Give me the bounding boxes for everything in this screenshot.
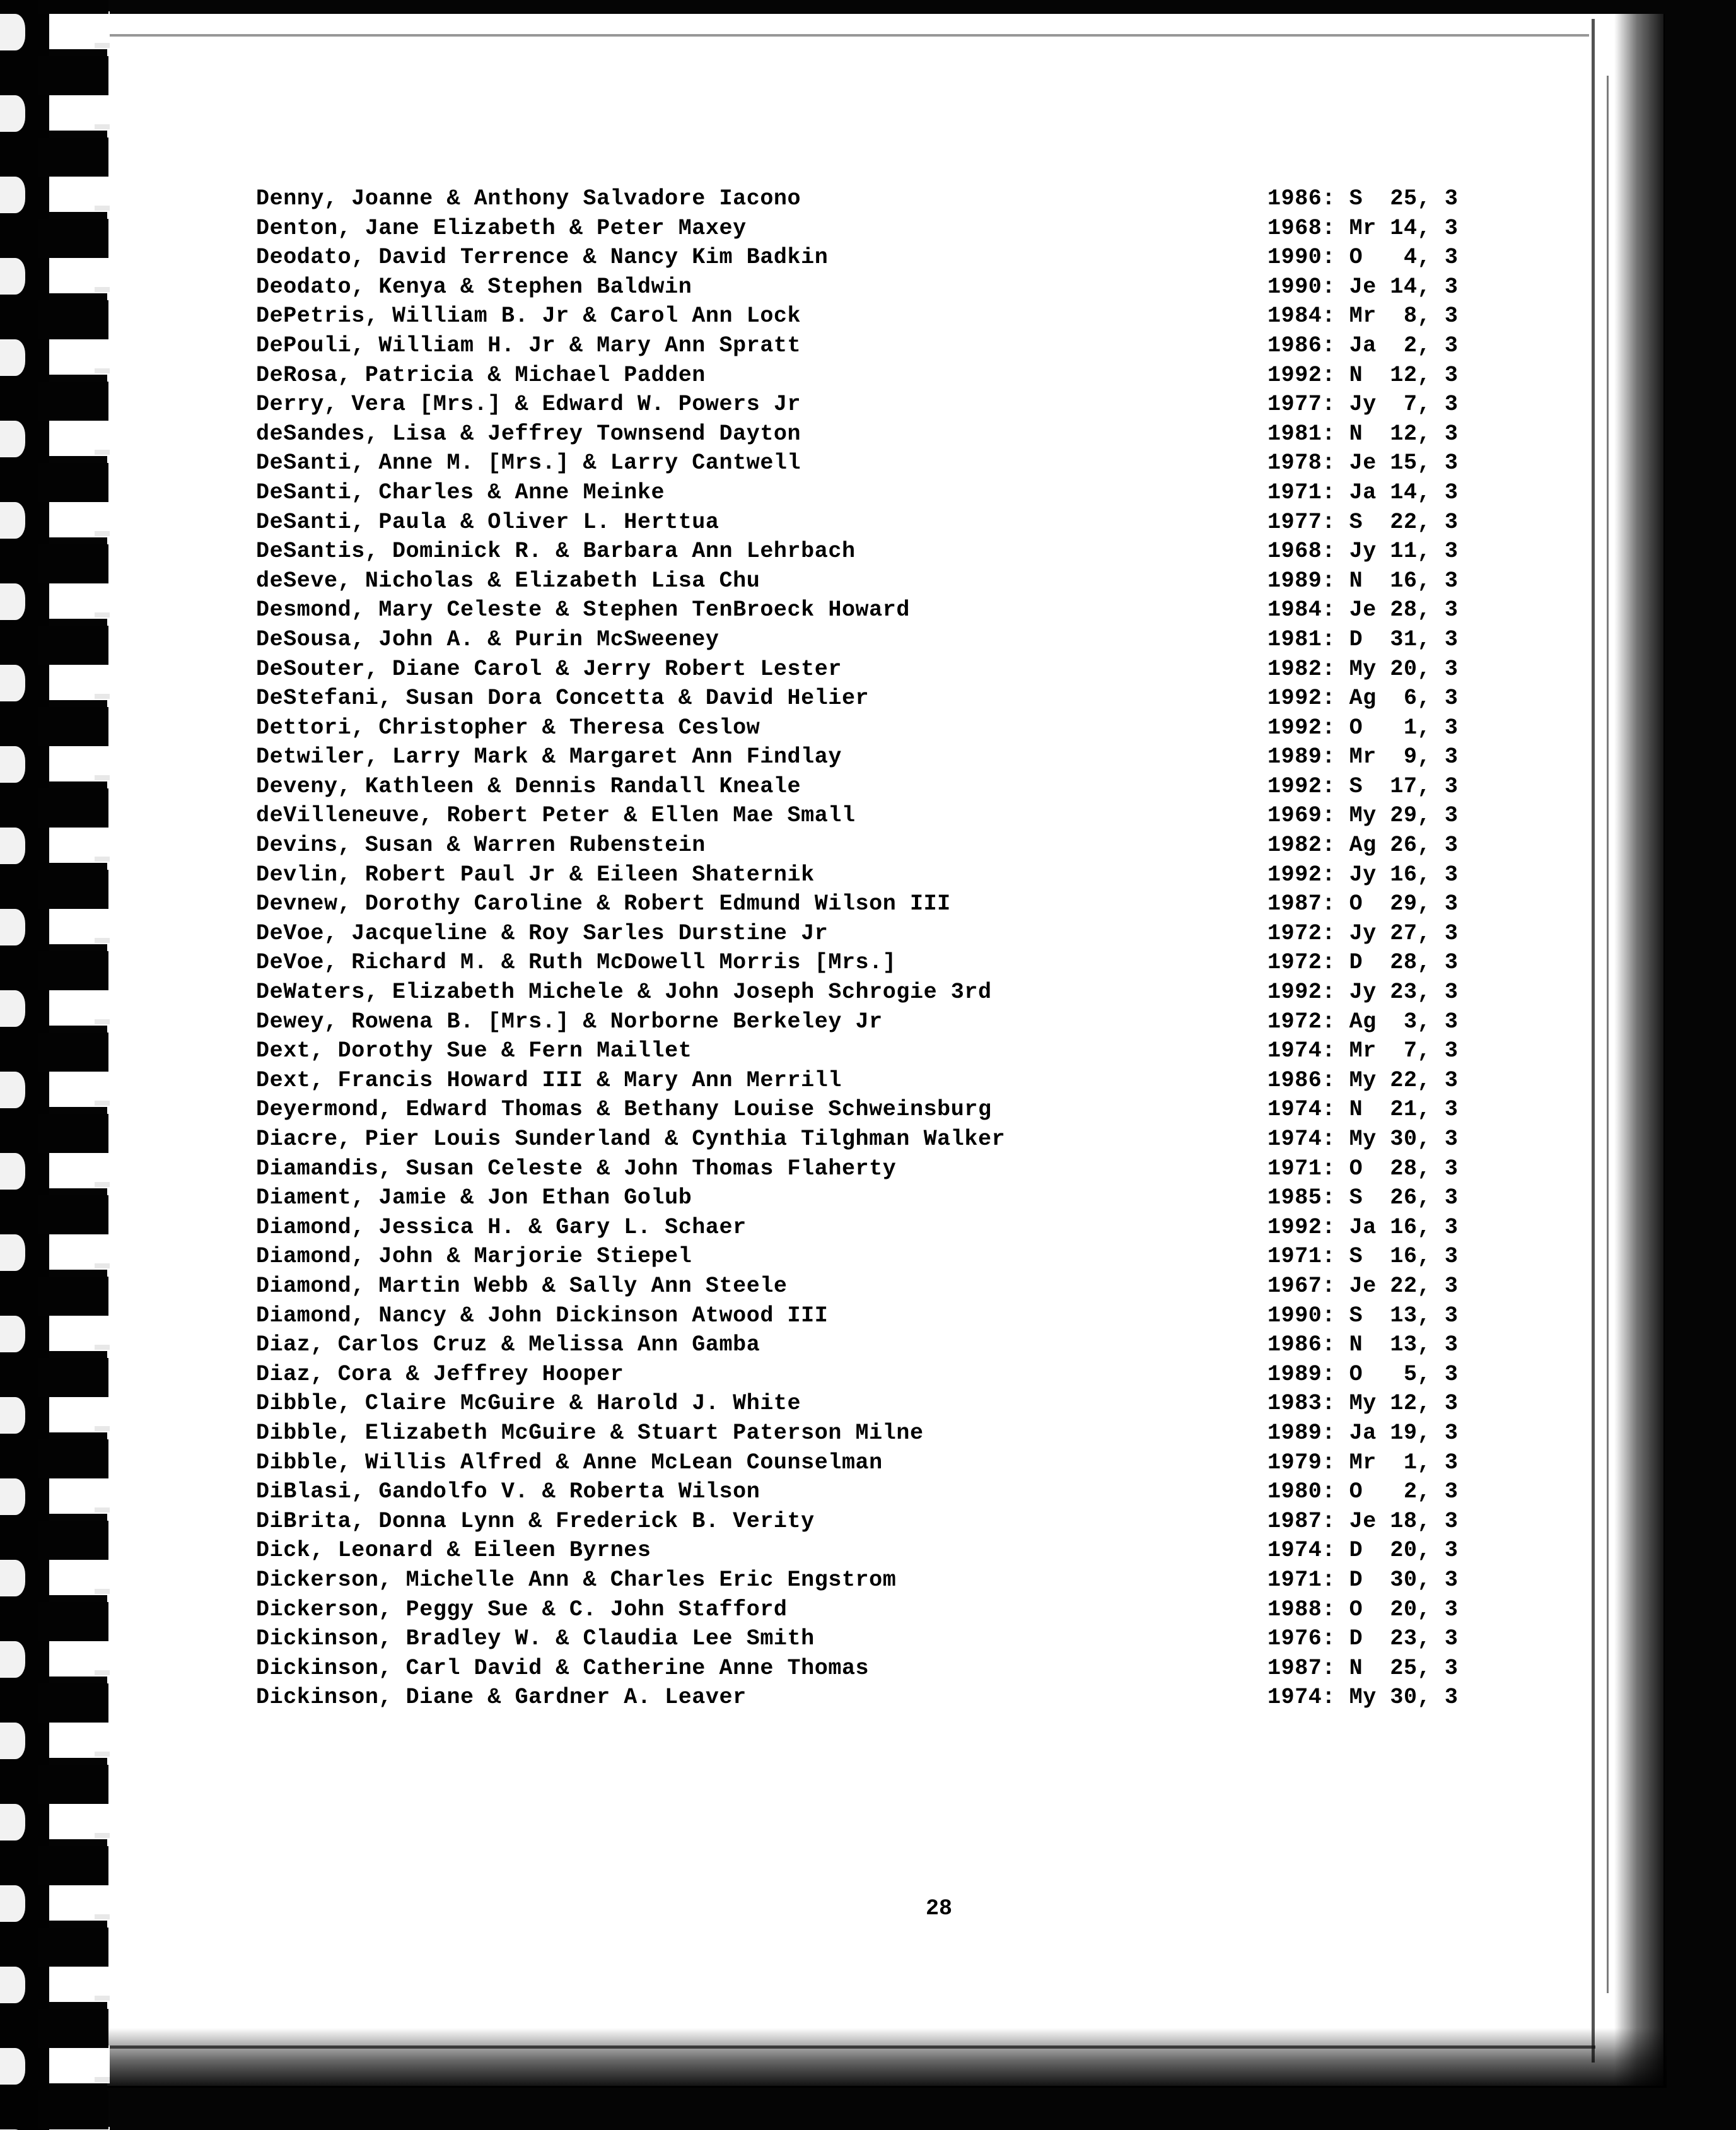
entry-date: 1985: S 26, 3 <box>1267 1185 1459 1211</box>
directory-entry-row <box>256 214 1459 243</box>
directory-entry-row <box>256 831 1459 860</box>
entry-name: Dewey, Rowena B. [Mrs.] & Norborne Berkeley Jr <box>256 1009 883 1034</box>
directory-entry-row <box>256 978 1459 1007</box>
directory-entry-row <box>256 1213 1459 1243</box>
entry-name: Deodato, Kenya & Stephen Baldwin <box>256 274 692 300</box>
directory-entry-row <box>256 1683 1459 1712</box>
entry-date: 1974: My 30, 3 <box>1267 1126 1459 1152</box>
directory-entry-row <box>256 684 1459 713</box>
entry-name: DeSantis, Dominick R. & Barbara Ann Lehrbach <box>256 539 856 565</box>
entry-date: 1987: Je 18, 3 <box>1267 1508 1459 1534</box>
entry-date: 1992: Jy 16, 3 <box>1267 862 1459 887</box>
directory-entry-row <box>256 1477 1459 1507</box>
entry-date: 1974: My 30, 3 <box>1267 1685 1459 1711</box>
entry-name: deSandes, Lisa & Jeffrey Townsend Dayton <box>256 421 801 447</box>
entry-name: Devlin, Robert Paul Jr & Eileen Shaternik <box>256 862 815 887</box>
directory-entry-row <box>256 772 1459 802</box>
directory-entry-row <box>256 1389 1459 1419</box>
entry-name: DePouli, William H. Jr & Mary Ann Spratt <box>256 332 801 358</box>
entry-date: 1984: Mr 8, 3 <box>1267 303 1459 329</box>
entry-name: Diamandis, Susan Celeste & John Thomas Flaherty <box>256 1156 897 1181</box>
entry-date: 1968: Jy 11, 3 <box>1267 539 1459 565</box>
entry-date: 1984: Je 28, 3 <box>1267 597 1459 623</box>
directory-entry-row <box>256 1301 1459 1331</box>
entry-date: 1988: O 20, 3 <box>1267 1596 1459 1622</box>
directory-entry-row <box>256 537 1459 566</box>
entry-date: 1978: Je 15, 3 <box>1267 450 1459 476</box>
directory-entry-row <box>256 1183 1459 1213</box>
directory-entry-row <box>256 448 1459 478</box>
entry-name: Dickerson, Peggy Sue & C. John Stafford <box>256 1596 788 1622</box>
entry-name: Derry, Vera [Mrs.] & Edward W. Powers Jr <box>256 392 801 418</box>
entry-name: Deyermond, Edward Thomas & Bethany Louise Schweinsburg <box>256 1097 992 1123</box>
directory-entry-row <box>256 1536 1459 1565</box>
directory-entry-row <box>256 742 1459 772</box>
entry-name: Deveny, Kathleen & Dennis Randall Kneale <box>256 773 801 799</box>
directory-entry-row <box>256 1624 1459 1654</box>
entry-name: Detwiler, Larry Mark & Margaret Ann Findlay <box>256 744 842 770</box>
entry-name: DeVoe, Richard M. & Ruth McDowell Morris [Mrs.] <box>256 950 897 976</box>
entry-name: Denton, Jane Elizabeth & Peter Maxey <box>256 215 747 241</box>
directory-entry-row <box>256 1095 1459 1125</box>
directory-entry-row <box>256 331 1459 361</box>
directory-entry-row <box>256 889 1459 919</box>
directory-entry-row <box>256 655 1459 684</box>
entry-date: 1992: S 17, 3 <box>1267 773 1459 799</box>
directory-entry-row <box>256 1036 1459 1066</box>
entry-date: 1982: My 20, 3 <box>1267 656 1459 682</box>
entry-date: 1990: S 13, 3 <box>1267 1302 1459 1328</box>
entry-name: Diacre, Pier Louis Sunderland & Cynthia Tilghman Walker <box>256 1126 1006 1152</box>
entry-date: 1974: Mr 7, 3 <box>1267 1038 1459 1064</box>
entry-name: Diamond, Nancy & John Dickinson Atwood III <box>256 1302 829 1328</box>
directory-entry-row <box>256 566 1459 596</box>
entry-name: Dibble, Claire McGuire & Harold J. White <box>256 1391 801 1417</box>
directory-entry-row <box>256 919 1459 949</box>
entry-date: 1974: N 21, 3 <box>1267 1097 1459 1123</box>
entry-name: Dext, Francis Howard III & Mary Ann Merrill <box>256 1067 842 1093</box>
entry-name: Dibble, Elizabeth McGuire & Stuart Paterson Milne <box>256 1420 924 1446</box>
directory-entry-row <box>256 1360 1459 1390</box>
entry-name: DeSanti, Charles & Anne Meinke <box>256 479 665 505</box>
directory-entry-row <box>256 508 1459 537</box>
entry-date: 1967: Je 22, 3 <box>1267 1273 1459 1299</box>
entry-date: 1971: Ja 14, 3 <box>1267 479 1459 505</box>
directory-entry-list <box>256 184 1459 1712</box>
directory-entry-row <box>256 713 1459 743</box>
entry-name: Dettori, Christopher & Theresa Ceslow <box>256 715 760 740</box>
directory-entry-row <box>256 1066 1459 1096</box>
entry-date: 1982: Ag 26, 3 <box>1267 833 1459 858</box>
entry-name: Denny, Joanne & Anthony Salvadore Iacono <box>256 186 801 211</box>
directory-entry-row <box>256 860 1459 890</box>
entry-date: 1968: Mr 14, 3 <box>1267 215 1459 241</box>
directory-entry-row <box>256 1330 1459 1360</box>
entry-name: Dickinson, Carl David & Catherine Anne Thomas <box>256 1655 870 1681</box>
entry-name: DeSousa, John A. & Purin McSweeney <box>256 626 719 652</box>
entry-name: Dickinson, Diane & Gardner A. Leaver <box>256 1685 747 1711</box>
directory-entry-row <box>256 1125 1459 1154</box>
entry-date: 1983: My 12, 3 <box>1267 1391 1459 1417</box>
entry-date: 1979: Mr 1, 3 <box>1267 1449 1459 1475</box>
entry-name: Dext, Dorothy Sue & Fern Maillet <box>256 1038 692 1064</box>
entry-name: Diaz, Carlos Cruz & Melissa Ann Gamba <box>256 1332 760 1358</box>
entry-name: DeVoe, Jacqueline & Roy Sarles Durstine Jr <box>256 920 829 946</box>
entry-date: 1987: N 25, 3 <box>1267 1655 1459 1681</box>
entry-name: DeSouter, Diane Carol & Jerry Robert Lester <box>256 656 842 682</box>
directory-entry-row <box>256 1448 1459 1478</box>
entry-date: 1990: O 4, 3 <box>1267 245 1459 271</box>
entry-date: 1974: D 20, 3 <box>1267 1538 1459 1564</box>
entry-date: 1972: Jy 27, 3 <box>1267 920 1459 946</box>
directory-entry-row <box>256 1565 1459 1595</box>
entry-date: 1972: D 28, 3 <box>1267 950 1459 976</box>
entry-name: Devins, Susan & Warren Rubenstein <box>256 833 706 858</box>
directory-entry-row <box>256 948 1459 978</box>
entry-date: 1992: Ja 16, 3 <box>1267 1214 1459 1240</box>
entry-date: 1992: N 12, 3 <box>1267 362 1459 388</box>
entry-date: 1981: D 31, 3 <box>1267 626 1459 652</box>
directory-entry-row <box>256 1595 1459 1625</box>
directory-entry-row <box>256 272 1459 302</box>
entry-date: 1980: O 2, 3 <box>1267 1479 1459 1505</box>
entry-name: Deodato, David Terrence & Nancy Kim Badkin <box>256 245 829 271</box>
entry-date: 1989: Ja 19, 3 <box>1267 1420 1459 1446</box>
entry-name: Diamond, Jessica H. & Gary L. Schaer <box>256 1214 747 1240</box>
directory-entry-row <box>256 184 1459 214</box>
entry-date: 1972: Ag 3, 3 <box>1267 1009 1459 1034</box>
entry-date: 1986: My 22, 3 <box>1267 1067 1459 1093</box>
entry-date: 1987: O 29, 3 <box>1267 891 1459 917</box>
entry-name: DeStefani, Susan Dora Concetta & David Helier <box>256 686 870 711</box>
entry-name: deVilleneuve, Robert Peter & Ellen Mae Small <box>256 803 856 829</box>
directory-entry-row <box>256 1272 1459 1301</box>
entry-date: 1990: Je 14, 3 <box>1267 274 1459 300</box>
entry-date: 1971: D 30, 3 <box>1267 1567 1459 1593</box>
entry-date: 1989: N 16, 3 <box>1267 568 1459 594</box>
directory-entry-row <box>256 243 1459 272</box>
entry-name: DeWaters, Elizabeth Michele & John Joseph Schrogie 3rd <box>256 980 992 1005</box>
entry-name: Diament, Jamie & Jon Ethan Golub <box>256 1185 692 1211</box>
directory-entry-row <box>256 301 1459 331</box>
entry-date: 1992: Jy 23, 3 <box>1267 980 1459 1005</box>
directory-entry-row <box>256 1654 1459 1683</box>
entry-date: 1986: S 25, 3 <box>1267 186 1459 211</box>
entry-name: Dick, Leonard & Eileen Byrnes <box>256 1538 651 1564</box>
entry-name: Dickinson, Bradley W. & Claudia Lee Smith <box>256 1626 815 1652</box>
entry-name: DeRosa, Patricia & Michael Padden <box>256 362 706 388</box>
directory-entry-row <box>256 625 1459 655</box>
entry-date: 1977: Jy 7, 3 <box>1267 392 1459 418</box>
entry-name: DeSanti, Anne M. [Mrs.] & Larry Cantwell <box>256 450 801 476</box>
entry-name: Desmond, Mary Celeste & Stephen TenBroeck Howard <box>256 597 910 623</box>
entry-date: 1989: Mr 9, 3 <box>1267 744 1459 770</box>
entry-name: deSeve, Nicholas & Elizabeth Lisa Chu <box>256 568 760 594</box>
entry-date: 1969: My 29, 3 <box>1267 803 1459 829</box>
entry-date: 1986: Ja 2, 3 <box>1267 332 1459 358</box>
directory-entry-row <box>256 1242 1459 1272</box>
entry-date: 1986: N 13, 3 <box>1267 1332 1459 1358</box>
directory-entry-row <box>256 478 1459 508</box>
entry-name: Diamond, Martin Webb & Sally Ann Steele <box>256 1273 788 1299</box>
entry-date: 1977: S 22, 3 <box>1267 509 1459 535</box>
directory-entry-row <box>256 361 1459 390</box>
entry-date: 1992: O 1, 3 <box>1267 715 1459 740</box>
entry-name: DePetris, William B. Jr & Carol Ann Lock <box>256 303 801 329</box>
entry-name: Diamond, John & Marjorie Stiepel <box>256 1244 692 1270</box>
page-number: 28 <box>926 1896 953 1921</box>
entry-date: 1971: S 16, 3 <box>1267 1244 1459 1270</box>
directory-entry-row <box>256 390 1459 419</box>
directory-entry-row <box>256 1007 1459 1037</box>
entry-name: Devnew, Dorothy Caroline & Robert Edmund Wilson III <box>256 891 951 917</box>
entry-name: DeSanti, Paula & Oliver L. Herttua <box>256 509 719 535</box>
entry-name: DiBrita, Donna Lynn & Frederick B. Verity <box>256 1508 815 1534</box>
entry-date: 1989: O 5, 3 <box>1267 1361 1459 1387</box>
entry-name: Dibble, Willis Alfred & Anne McLean Counselman <box>256 1449 883 1475</box>
directory-entry-row <box>256 1154 1459 1184</box>
directory-entry-row <box>256 595 1459 625</box>
directory-entry-row <box>256 1419 1459 1448</box>
entry-name: Diaz, Cora & Jeffrey Hooper <box>256 1361 624 1387</box>
entry-date: 1976: D 23, 3 <box>1267 1626 1459 1652</box>
directory-entry-row <box>256 419 1459 449</box>
entry-name: Dickerson, Michelle Ann & Charles Eric Engstrom <box>256 1567 897 1593</box>
entry-date: 1992: Ag 6, 3 <box>1267 686 1459 711</box>
entry-name: DiBlasi, Gandolfo V. & Roberta Wilson <box>256 1479 760 1505</box>
directory-entry-row <box>256 801 1459 831</box>
entry-date: 1981: N 12, 3 <box>1267 421 1459 447</box>
entry-date: 1971: O 28, 3 <box>1267 1156 1459 1181</box>
directory-entry-row <box>256 1507 1459 1536</box>
